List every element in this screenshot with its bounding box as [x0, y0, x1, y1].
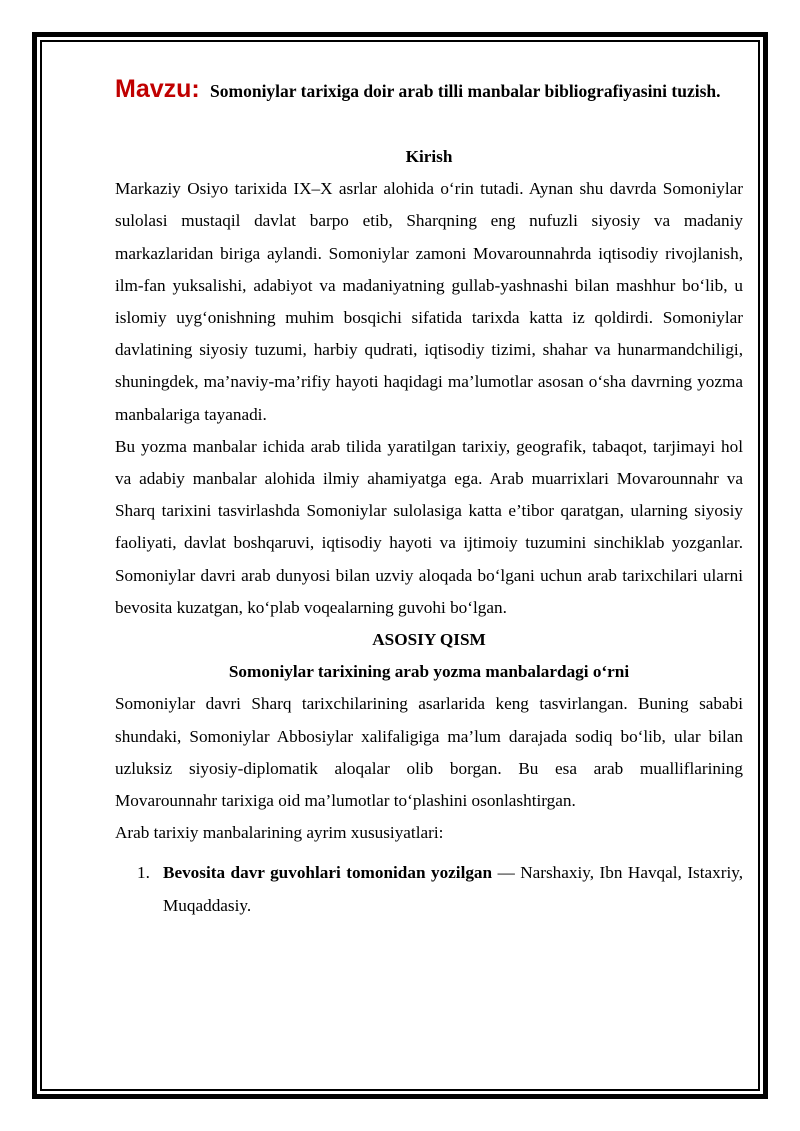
list-item-bold-text: Bevosita davr guvohlari tomonidan yozilgan	[163, 863, 493, 883]
main-heading: ASOSIY QISM	[372, 630, 486, 650]
list-intro: Arab tarixiy manbalarining ayrim xususiyatlari:	[115, 823, 444, 843]
intro-heading: Kirish	[405, 147, 453, 166]
topic-title: Somoniylar tarixiga doir arab tilli manbalar bibliografiyasini tuzish.	[210, 81, 721, 101]
list-item-text: — Narshaxiy, Ibn Havqal, Istaxriy, Muqaddasiy.	[163, 863, 744, 915]
main-subheading: Somoniylar tarixining arab yozma manbalardagi o‘rni	[228, 662, 630, 682]
main-paragraph: Somoniylar davri Sharq tarixchilarining asarlarida keng tasvirlangan. Buning sababi shundaki, Somoniylar Abbosiylar xalifaligiga ma’lum darajada sodiq bo‘lib, ular bilan uzluksiz siyosiy-diplomatik aloqalar olib borgan. Bu esa arab mualliflarining Movarounnahr tarixiga oid ma’lumotlar to‘plashini osonlashtirgan.	[115, 694, 743, 811]
list-item	[115, 857, 743, 921]
intro-paragraph-2: Bu yozma manbalar ichida arab tilida yaratilgan tarixiy, geografik, tabaqot, tarjimayi hol va adabiy manbalar alohida ilmiy ahamiyatga ega. Arab muarrixlari Movarounnahr va Sharq tarixini tasvirlashda Somoniylar sulolasiga katta e’tibor qaratgan, ularning siyosiy faoliyati, davlat boshqaruvi, iqtisodiy hayoti va ijtimoiy tuzumini sinchiklab yozganlar. Somoniylar davri arab dunyosi bilan uzviy aloqada bo‘lgani uchun arab tarixchilari ularni bevosita kuzatgan, ko‘plab voqealarning guvohi bo‘lgan.	[115, 436, 743, 617]
document-body	[115, 76, 743, 922]
topic-label: Mavzu:	[115, 75, 200, 103]
list-item-number: 1.	[137, 863, 150, 883]
intro-paragraph-1: Markaziy Osiyo tarixida IX–X asrlar alohida o‘rin tutadi. Aynan shu davrda Somoniylar sulolasi mustaqil davlat barpo etib, Sharqning eng nufuzli siyosiy va madaniy markazlaridan biriga aylandi. Somoniylar zamoni Movarounnahrda iqtisodiy rivojlanish, ilm-fan yuksalishi, adabiyot va madaniyatning gullab-yashnashi bilan mashhur bo‘lib, u islomiy uyg‘onishning muhim bosqichi sifatida tarixda katta iz qoldirdi. Somoniylar davlatining siyosiy tuzumi, harbiy qudrati, iqtisodiy tizimi, shahar va hunarmandchiligi, shuningdek, ma’naviy-ma’rifiy hayoti haqidagi ma’lumotlar asosan o‘sha davrning yozma manbalariga tayanadi.	[115, 179, 743, 424]
topic-line	[115, 76, 743, 105]
features-list	[115, 857, 743, 921]
